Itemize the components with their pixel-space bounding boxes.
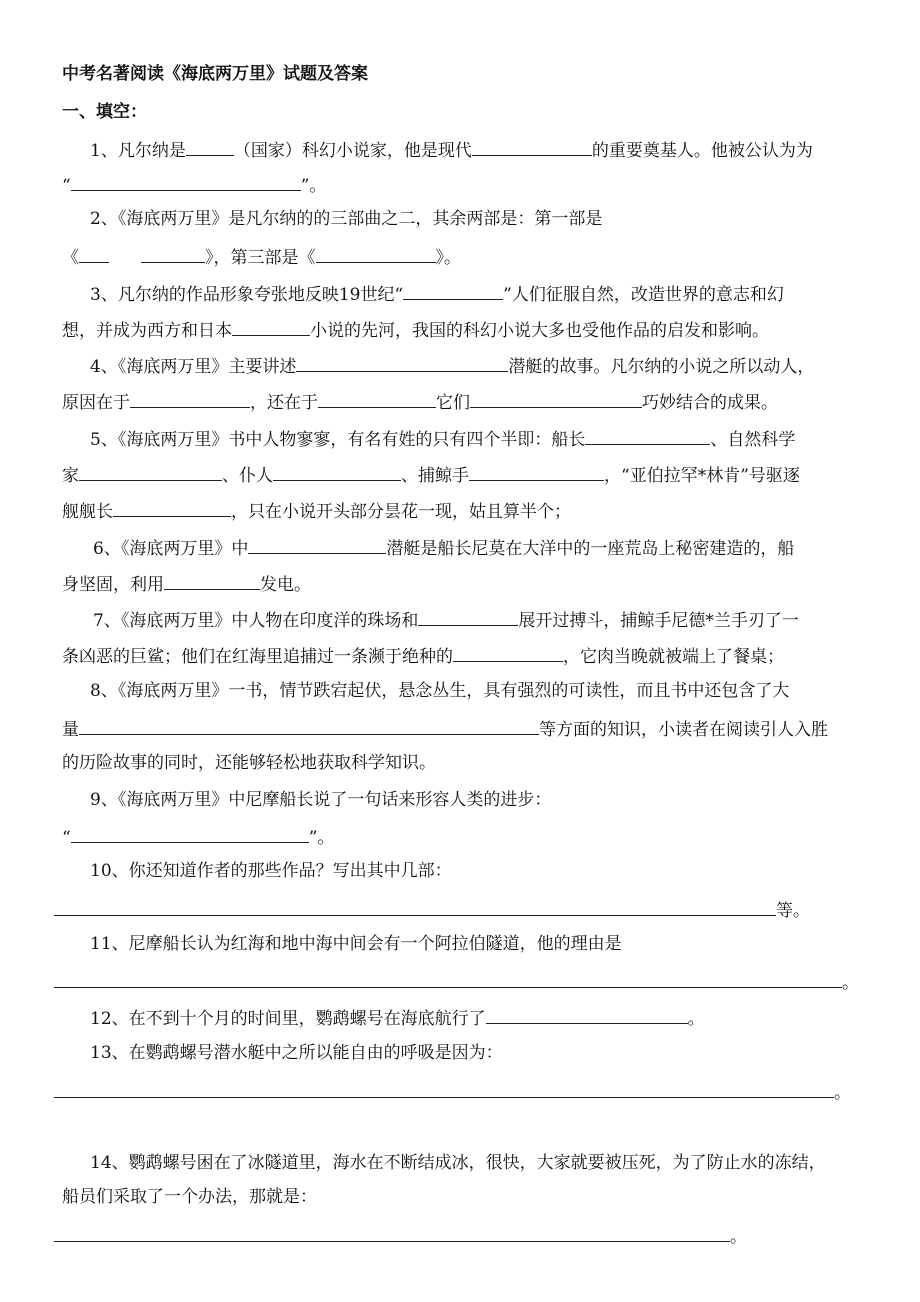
q3-text-b: ”人们征服自然，改造世界的意志和幻 (503, 285, 784, 305)
q7-text-c: 条凶恶的巨鲨；他们在红海里追捕过一条濒于绝种的 (62, 647, 453, 667)
q14-text-c: 。 (730, 1227, 747, 1247)
q10-blank-works (54, 897, 776, 916)
q5-text-c: 家 (62, 466, 79, 486)
q5-text-f: ，“亚伯拉罕*林肯”号驱逐 (604, 466, 800, 486)
q6-text-b: 潜艇是船长尼莫在大洋中的一座荒岛上秘密建造的，船 (386, 539, 795, 559)
question-12-line-1 (90, 1005, 705, 1030)
q4-text-c: 原因在于 (62, 393, 130, 413)
q7-text-a: 7、《海底两万里》中人物在印度洋的珠场和 (93, 611, 419, 631)
q11-text-b: 。 (842, 973, 859, 993)
q5-text-a: 5、《海底两万里》书中人物寥寥，有名有姓的只有四个半即：船长 (90, 430, 586, 450)
question-1-line-1 (90, 137, 813, 162)
q1-blank-title (71, 172, 301, 191)
q6-text-a: 6、《海底两万里》中 (93, 539, 249, 559)
q2-blank-first-b (141, 244, 205, 263)
question-10-line-2 (54, 897, 810, 922)
q5-text-e: 、捕鲸手 (401, 466, 469, 486)
question-14-line-3 (54, 1223, 747, 1248)
q5-blank-scientist (79, 462, 222, 481)
q9-blank-quote (71, 824, 309, 843)
question-14-line-1: 14、鹦鹉螺号困在了冰隧道里，海水在不断结成冰，很快，大家就要被压死，为了防止水的冻结， (90, 1153, 826, 1173)
q6-text-d: 发电。 (260, 575, 311, 595)
q5-blank-commander (113, 498, 231, 517)
q5-text-g: 舰舰长 (62, 502, 113, 522)
q6-blank-submarine (248, 535, 386, 554)
question-1-line-2 (62, 172, 326, 197)
question-11-line-1: 11、尼摩船长认为红海和地中海中间会有一个阿拉伯隧道，他的理由是 (90, 934, 622, 954)
q10-text-b: 等。 (776, 901, 810, 921)
q6-text-c: 身坚固，利用 (62, 575, 164, 595)
q2-blank-third (316, 244, 436, 263)
question-4-line-1 (90, 353, 814, 378)
q4-blank-reason-2 (318, 389, 436, 408)
question-10-line-1: 10、你还知道作者的那些作品？写出其中几部： (90, 861, 452, 881)
q1-blank-genre (472, 137, 592, 156)
q11-blank-reason (54, 969, 842, 988)
question-6-line-2 (62, 571, 311, 596)
q6-blank-power (164, 571, 260, 590)
q14-blank-method (54, 1223, 730, 1242)
q3-text-d: 小说的先河，我国的科幻小说大多也受他作品的启发和影响。 (310, 321, 769, 341)
q5-blank-captain (585, 426, 710, 445)
q4-text-a: 4、《海底两万里》主要讲述 (90, 357, 297, 377)
q5-text-h: ，只在小说开头部分昙花一现，姑且算半个； (231, 502, 571, 522)
question-6-line-1 (93, 535, 794, 560)
q4-blank-reason-3 (470, 389, 642, 408)
q3-text-a: 3、凡尔纳的作品形象夸张地反映19世纪“ (90, 285, 404, 305)
section-heading: 一、填空： (62, 102, 147, 122)
question-5-line-2 (62, 462, 800, 487)
q13-text-b: 。 (834, 1083, 851, 1103)
q4-text-f: 巧妙结合的成果。 (642, 393, 778, 413)
q2-blank-first-a (79, 244, 109, 263)
question-11-line-2 (54, 969, 859, 994)
q5-blank-harpooner (469, 462, 604, 481)
q5-blank-servant (273, 462, 401, 481)
q1-text-b: （国家）科幻小说家，他是现代 (233, 141, 472, 161)
q2-text-d: 》。 (435, 248, 461, 268)
q4-text-b: 潜艇的故事。凡尔纳的小说之所以动人， (508, 357, 815, 377)
q2-text-b: 《 (62, 248, 79, 268)
question-2-line-2 (62, 244, 461, 269)
q1-text-d: “ (62, 176, 71, 196)
document-title: 中考名著阅读《海底两万里》试题及答案 (62, 64, 368, 84)
question-14-line-2: 船员们采取了一个办法，那就是： (62, 1187, 317, 1207)
q1-text-a: 1、凡尔纳是 (90, 141, 186, 161)
q4-text-d: ，还在于 (250, 393, 318, 413)
question-13-line-2 (54, 1079, 851, 1104)
q9-text-c: ”。 (308, 828, 335, 848)
question-5-line-1 (90, 426, 795, 451)
q12-text-a: 12、在不到十个月的时间里，鹦鹉螺号在海底航行了 (90, 1009, 486, 1029)
q7-blank-creature (418, 607, 518, 626)
q3-text-c: 想，并成为西方和日本 (62, 321, 232, 341)
question-7-line-1 (93, 607, 799, 632)
q5-text-b: 、自然科学 (710, 430, 796, 450)
q9-text-b: “ (62, 828, 71, 848)
q12-blank-distance (486, 1005, 688, 1024)
q13-blank-reason (54, 1079, 834, 1098)
q12-text-b: 。 (687, 1009, 705, 1029)
q5-text-d: 、仆人 (222, 466, 273, 486)
q8-text-c: 等方面的知识，小读者在阅读引人入胜 (539, 720, 828, 740)
q1-text-e: ”。 (300, 176, 327, 196)
question-7-line-2 (62, 643, 784, 668)
q3-blank-era (403, 281, 503, 300)
question-8-line-3: 的历险故事的同时，还能够轻松地获取科学知识。 (62, 753, 436, 773)
q8-blank-knowledge (79, 716, 539, 735)
q4-blank-submarine (296, 353, 508, 372)
q2-text-c: 》，第三部是《 (205, 248, 316, 268)
q7-blank-animal (453, 643, 563, 662)
question-2-line-1: 2、《海底两万里》是凡尔纳的的三部曲之二，其余两部是：第一部是 (90, 209, 603, 229)
question-9-line-2 (62, 824, 334, 849)
q4-text-e: 它们 (436, 393, 470, 413)
question-9-line-1: 9、《海底两万里》中尼摩船长说了一句话来形容人类的进步： (90, 790, 552, 810)
question-8-line-2 (62, 716, 828, 741)
q8-text-b: 量 (62, 720, 79, 740)
q7-text-d: ，它肉当晚就被端上了餐桌； (563, 647, 784, 667)
q7-text-b: 展开过搏斗，捕鲸手尼德*兰手刃了一 (518, 611, 799, 631)
question-5-line-3 (62, 498, 571, 523)
question-3-line-2 (62, 317, 769, 342)
q3-blank-genre (232, 317, 310, 336)
question-8-line-1: 8、《海底两万里》一书，情节跌宕起伏，悬念丛生，具有强烈的可读性，而且书中还包含了大 (90, 681, 790, 701)
q1-text-c: 的重要奠基人。他被公认为为 (591, 141, 813, 161)
question-3-line-1 (90, 281, 784, 306)
q1-blank-country (186, 137, 234, 156)
question-4-line-2 (62, 389, 778, 414)
question-13-line-1: 13、在鹦鹉螺号潜水艇中之所以能自由的呼吸是因为： (90, 1043, 503, 1063)
q4-blank-reason-1 (130, 389, 250, 408)
